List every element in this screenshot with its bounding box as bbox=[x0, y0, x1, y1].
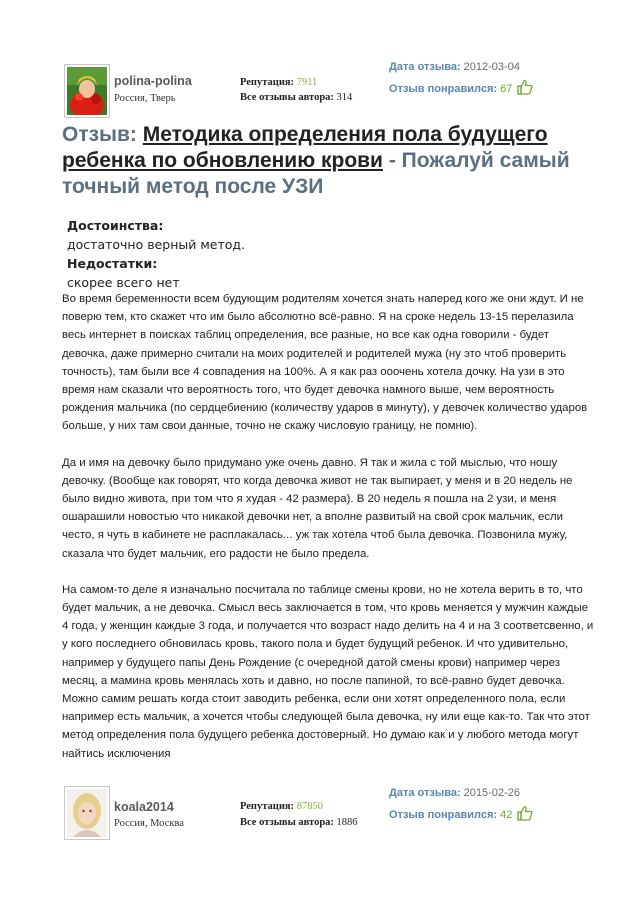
author-username[interactable]: koala2014 bbox=[114, 800, 174, 814]
review-paragraph: Во время беременности всем будующим родителям хочется знать наперед кого же они ждут. И не поверю тем, кто скажет что им было абсолютно всё-равно. Я на сроке недель 13-15 перелазила весь интернет в поисках таблиц определения, все разные, но все как одна говорили - будет девочка, даже примерно считали на моих родителей и родителей мужа (ну это чтоб проверить точность), там были все 4 совпадения на 100%. А я как раз ооочень хотела дочку. На узи в это время нам сказали что вероятность того, что будет девочка намного выше, чем вероятность рождения мальчика (по сердцебиению (количеству ударов в минуту), у девочек количество ударов больше, у них там свои данные, точно не скажу числовую границу, не помню). bbox=[62, 293, 588, 433]
pros-label: Достоинства: bbox=[67, 218, 164, 233]
review-body bbox=[62, 290, 594, 781]
total-reviews-value: 314 bbox=[336, 92, 353, 103]
review-likes-value: 67 bbox=[500, 83, 513, 95]
review-date-label: Дата отзыва: bbox=[389, 787, 461, 799]
review-likes bbox=[389, 79, 533, 98]
review-headline: Пожалуй самый точный метод после УЗИ bbox=[62, 149, 570, 198]
review-title-label: Отзыв: bbox=[62, 123, 137, 146]
total-reviews-label: Все отзывы автора: bbox=[240, 817, 334, 828]
reputation-label: Репутация: bbox=[240, 77, 295, 88]
review-paragraph: Да и имя на девочку было придумано уже очень давно. Я так и жила с той мыслью, что ношу девочку. (Вообще как говорят, что когда девочка живот не так выпирает, у меня и в 20 недель не было видно живота, при том что я худая - 42 размера). В 20 недель я пошла на 2 узи, и меня ошарашили новостью что никакой девочки нет, а вполне развитый на свой срок мальчик, если често, я чуть в кабинете не расплакалась... уж так хотела чтоб была девочка. Позвонила мужу, сказала что будет мальчик, его радости не было предела. bbox=[62, 456, 573, 560]
total-reviews-label: Все отзывы автора: bbox=[240, 92, 334, 103]
avatar[interactable] bbox=[64, 64, 110, 118]
reputation-value: 87850 bbox=[296, 801, 323, 812]
author-total-reviews[interactable] bbox=[240, 817, 358, 828]
review-likes-value: 42 bbox=[500, 809, 513, 821]
author-reputation bbox=[240, 801, 323, 812]
review-date-label: Дата отзыва: bbox=[389, 61, 461, 73]
author-total-reviews[interactable] bbox=[240, 92, 352, 103]
review-likes-label: Отзыв понравился: bbox=[389, 809, 498, 821]
avatar[interactable] bbox=[64, 786, 110, 840]
reputation-value: 7911 bbox=[296, 77, 318, 88]
review-date-value: 2012-03-04 bbox=[463, 61, 520, 73]
review-likes-label: Отзыв понравился: bbox=[389, 83, 498, 95]
cons-label: Недостатки: bbox=[67, 256, 158, 271]
total-reviews-value: 1886 bbox=[336, 817, 358, 828]
thumbs-up-icon[interactable] bbox=[517, 79, 533, 98]
reputation-label: Репутация: bbox=[240, 801, 295, 812]
review-paragraph: На самом-то деле я изначально посчитала по таблице смены крови, но не хотела верить в то, что будет мальчик, а не девочка. Смысл весь заключается в том, что кровь меняется у мужчин каждые 4 года, у женщин каждые 3 года, и получается что возраст надо делить на 4 и на 3 соответсвенно, и у кого последнего обновилась кровь, такого пола и будет будущий ребенок. И что удивительно, например у будущего папы День Рождение (с очередной датой смены крови) например через месяц, а мамина кровь менялась хоть и давно, но после папиной, то всё-равно будет девочка. Можно самим решать когда стоит заводить ребенка, если они хотят определенного пола, если например есть мальчик, а хочется чтобы следующей была девочка, ну или еще как-то. Так что этот метод определения пола будущего ребенка достоверный. Но думаю как и у любого метода могут найтись исключения bbox=[62, 583, 594, 760]
review-date-value: 2015-02-26 bbox=[463, 787, 520, 799]
review-title bbox=[62, 122, 602, 200]
pros-text: достаточно верный метод. bbox=[67, 237, 246, 252]
review-likes bbox=[389, 805, 533, 824]
author-reputation bbox=[240, 77, 317, 88]
thumbs-up-icon[interactable] bbox=[517, 805, 533, 824]
author-location: Россия, Москва bbox=[114, 818, 184, 829]
author-username[interactable]: polina-polina bbox=[114, 74, 192, 88]
cons-text: скорее всего нет bbox=[67, 275, 180, 290]
title-separator: - bbox=[388, 149, 396, 172]
author-location: Россия, Тверь bbox=[114, 93, 176, 104]
avatar-image bbox=[67, 789, 107, 837]
avatar-image bbox=[67, 67, 107, 115]
review-date bbox=[389, 787, 520, 799]
product-link[interactable]: Методика определения пола будущего ребенка по обновлению крови bbox=[62, 123, 548, 172]
review-date bbox=[389, 61, 520, 73]
